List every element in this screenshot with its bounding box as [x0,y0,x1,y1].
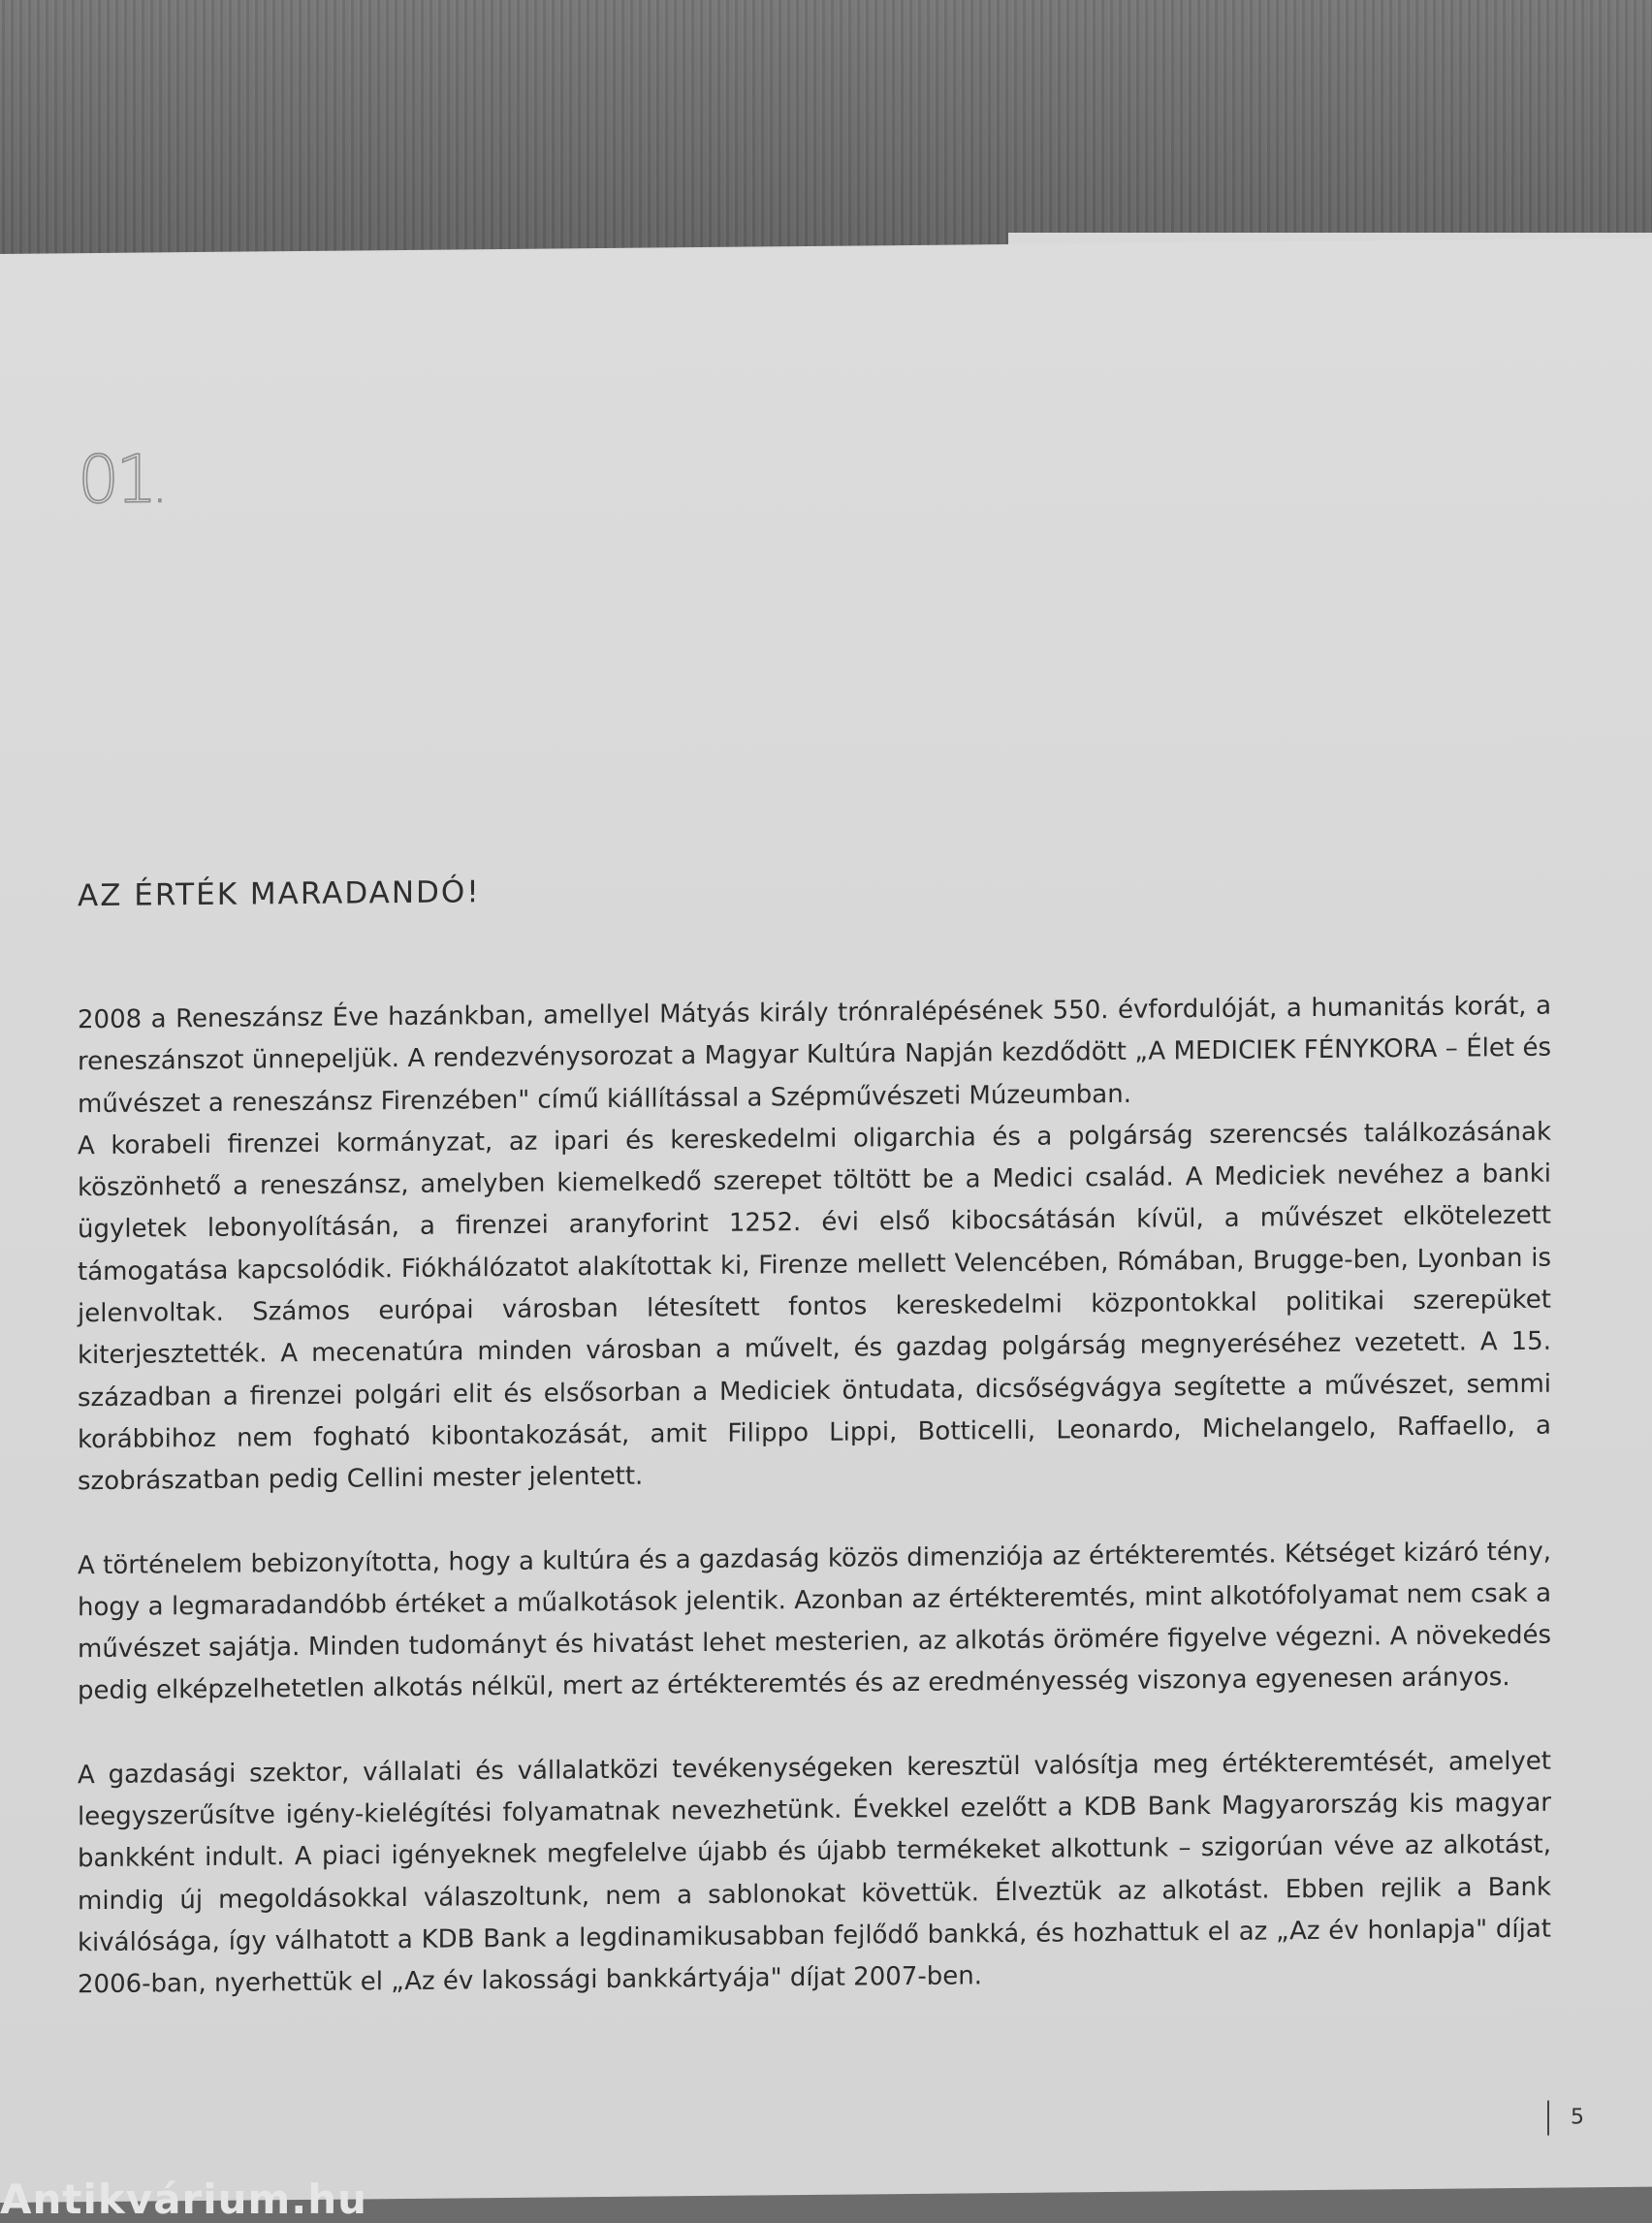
chapter-number-text: 01 [78,441,154,520]
paragraph-renaissance-year [78,986,1551,1126]
paragraph-medici: A korabeli firenzei kormányzat, az ipari és kereskedelmi oligarchia és a polgárság szerencsés találkozásának köszönhető a reneszánsz, amelyben kiemelkedő szerepet töltött be a Medici család. A Mediciek nevéhez a banki ügyletek lebonyolításán, a firenzei aranyforint 1252. évi első kibocsátásán kívül, a művészet elkötelezett támogatása kapcsolódik. Fiókhálózatot alakítottak ki, Firenze mellett Velencében, Rómában, Brugge-ben, Lyonban is jelenvoltak. Számos európai városban létesített fontos kereskedelmi központokkal politikai szerepüket kiterjesztették. A mecenatúra minden városban a művelt, és gazdag polgárság megnyeréséhez vezetett. A 15. században a firenzei polgári elit és elsősorban a Mediciek öntudata, dicsőségvágya segítette a művészet, semmi korábbihoz nem fogható kibontakozását, amit Filippo Lippi, Botticelli, Leonardo, Michelangelo, Raffaello, a szobrászatban pedig Cellini mester jelentett. [78,1117,1551,1497]
section-heading: AZ ÉRTÉK MARADANDÓ! [78,874,481,914]
paragraph-kdb-bank: A gazdasági szektor, vállalati és vállalatközi tevékenységeken keresztül valósítja meg értékteremtését, amelyet leegyszerűsítve igény-kielégítési folyamatnak nevezhetünk. Évekkel ezelőtt a KDB Bank Magyarország kis magyar bankként indult. A piaci igényeknek megfelelve újabb és újabb termékeket alkottunk – szigorúan véve az alkotást, mindig új megoldásokkal válaszoltunk, nem a sablonokat követtük. Élveztük az alkotást. Ebben rejlik a Bank kiválósága, így válhatott a KDB Bank a legdinamikusabban fejlődő bankká, és hozhattuk el az „Az év honlapja" díjat 2006-ban, nyerhettük el „Az év lakossági bankkártyája" díjat 2007-ben. [78,1746,1551,2000]
paragraph-value-creation: A történelem bebizonyította, hogy a kultúra és a gazdaság közös dimenziója az értékteremtés. Kétséget kizáró tény, hogy a legmaradandóbb értéket a műalkotások jelentik. Azonban az értékteremtés, mint alkotófolyamat nem csak a művészet sajátja. Minden tudományt és hivatást lehet mesterien, az alkotás örömére figyelve végezni. A növekedés pedig elképzelhetetlen alkotás nélkül, mert az értékteremtés és az eredményesség viszonya egyenesen arányos. [78,1537,1551,1706]
watermark: Antikvárium.hu [0,2175,368,2223]
page-number: 5 [1547,2100,1584,2135]
book-page [0,238,1652,2203]
chapter-number-dot: . [153,466,167,512]
chapter-number [78,441,166,519]
body-text [78,986,1551,2048]
paragraph-1-text: 2008 a Reneszánsz Éve hazánkban, amellyel Mátyás király trónralépésének 550. évfordulóját, a humanitás korát, a reneszánszot ünnepeljük. A rendezvénysorozat a Magyar Kultúra Napján kezdődött „A MEDICIEK FÉNYKORA – Élet és művészet a reneszánsz Firenzében" című kiállítással a Szépművészeti Múzeumban. [78,991,1551,1119]
